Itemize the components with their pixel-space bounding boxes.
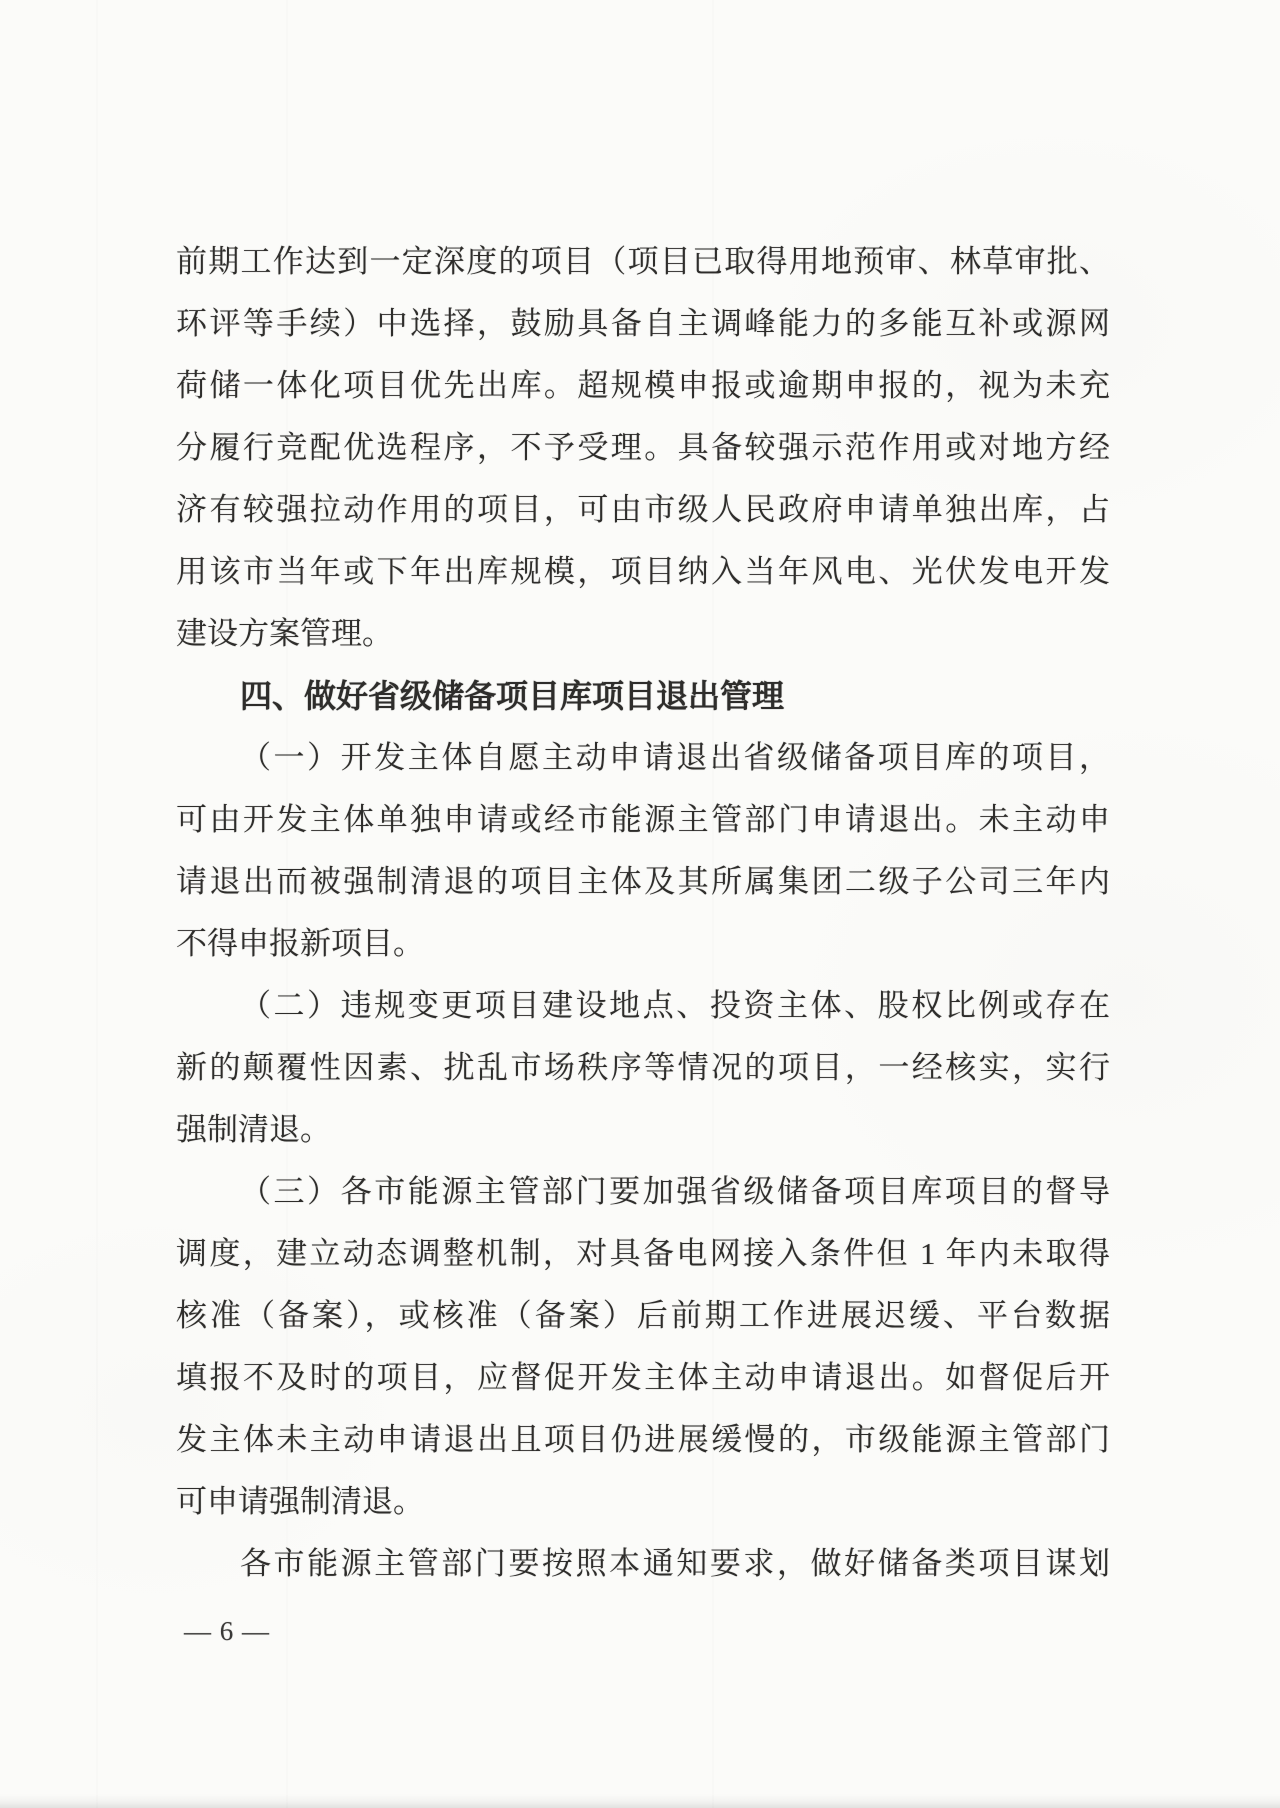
scan-streak [96,0,98,1808]
text-line: （一）开发主体自愿主动申请退出省级储备项目库的项目， [240,740,1110,775]
text-line: 强制清退。 [176,1112,331,1147]
scan-bottom-edge [0,1794,1280,1808]
text-line: 核准（备案），或核准（备案）后前期工作进展迟缓、平台数据 [176,1298,1110,1333]
text-line: 分履行竞配优选程序，不予受理。具备较强示范作用或对地方经 [176,430,1110,465]
text-line: 可申请强制清退。 [176,1484,424,1519]
text-line: 发主体未主动申请退出且项目仍进展缓慢的，市级能源主管部门 [176,1422,1110,1457]
document-body [176,231,1110,1595]
section-heading: 四、做好省级储备项目库项目退出管理 [240,678,785,714]
text-line: 不得申报新项目。 [176,926,424,961]
text-line: 调度，建立动态调整机制，对具备电网接入条件但 1 年内未取得 [176,1236,1110,1271]
text-line: 请退出而被强制清退的项目主体及其所属集团二级子公司三年内 [176,864,1110,899]
text-line: 新的颠覆性因素、扰乱市场秩序等情况的项目，一经核实，实行 [176,1050,1110,1085]
text-line: 济有较强拉动作用的项目，可由市级人民政府申请单独出库，占 [176,492,1110,527]
text-line: 填报不及时的项目，应督促开发主体主动申请退出。如督促后开 [176,1360,1110,1395]
text-line: 环评等手续）中选择，鼓励具备自主调峰能力的多能互补或源网 [176,306,1110,341]
text-line: 荷储一体化项目优先出库。超规模申报或逾期申报的，视为未充 [176,368,1110,403]
text-line: 各市能源主管部门要按照本通知要求，做好储备类项目谋划 [240,1546,1110,1581]
text-line: 可由开发主体单独申请或经市能源主管部门申请退出。未主动申 [176,802,1110,837]
text-line: 用该市当年或下年出库规模，项目纳入当年风电、光伏发电开发 [176,554,1110,589]
text-line: 前期工作达到一定深度的项目（项目已取得用地预审、林草审批、 [176,244,1110,279]
text-line: 建设方案管理。 [176,616,393,651]
text-line: （三）各市能源主管部门要加强省级储备项目库项目的督导 [240,1174,1110,1209]
page-number: — 6 — [184,1616,270,1646]
text-line: （二）违规变更项目建设地点、投资主体、股权比例或存在 [240,988,1110,1023]
